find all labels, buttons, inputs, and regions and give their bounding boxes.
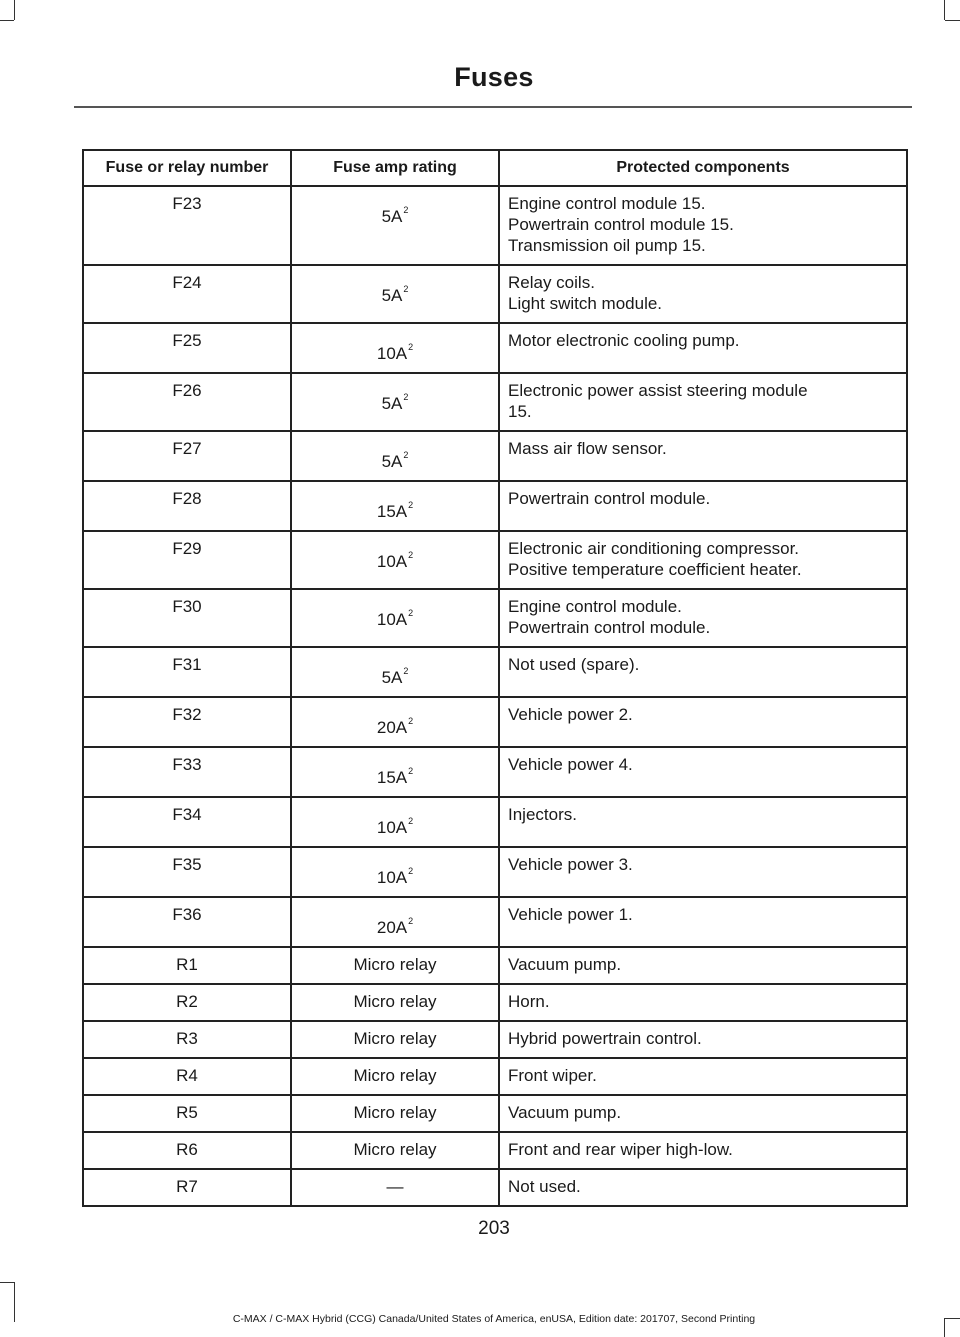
amp-rating-value: Micro relay: [353, 1066, 437, 1085]
protected-components-cell: [499, 265, 907, 323]
fuse-number-cell: R1: [83, 947, 291, 984]
component-line: Positive temperature coefficient heater.: [508, 560, 802, 579]
table-row: [83, 747, 907, 797]
protected-components-cell: [499, 1132, 907, 1169]
fuse-number-cell: F28: [83, 481, 291, 531]
protected-components-cell: [499, 1095, 907, 1132]
component-line: Vehicle power 1.: [508, 905, 633, 924]
component-line: Electronic power assist steering module: [508, 381, 808, 400]
component-line: Engine control module.: [508, 597, 682, 616]
table-row: [83, 1169, 907, 1206]
table-row: [83, 323, 907, 373]
amp-rating-value: 5A: [381, 452, 403, 471]
amp-rating-cell: [291, 186, 499, 265]
amp-rating-value: 20A: [376, 918, 408, 937]
table-row: [83, 1021, 907, 1058]
component-line: Front wiper.: [508, 1066, 597, 1085]
protected-components-cell: [499, 984, 907, 1021]
amp-rating-cell: [291, 589, 499, 647]
amp-rating-value: Micro relay: [353, 992, 437, 1011]
amp-rating-value: 10A: [376, 344, 408, 363]
fuse-number-cell: F23: [83, 186, 291, 265]
crop-mark-top-left-vertical: [14, 0, 15, 20]
amp-rating-value: —: [386, 1177, 404, 1196]
footnote-marker: 2: [403, 284, 409, 294]
component-line: Electronic air conditioning compressor.: [508, 539, 800, 558]
protected-components-cell: [499, 647, 907, 697]
page-number: 203: [478, 1218, 510, 1239]
amp-rating-cell: [291, 431, 499, 481]
table-row: [83, 1132, 907, 1169]
crop-mark-bottom-left-horizontal: [0, 1282, 14, 1283]
footnote-marker: 2: [408, 716, 414, 726]
component-line: Not used (spare).: [508, 655, 640, 674]
component-line: Transmission oil pump 15.: [508, 236, 706, 255]
fuse-number-cell: R2: [83, 984, 291, 1021]
amp-rating-value: 20A: [376, 718, 408, 737]
amp-rating-cell: [291, 797, 499, 847]
amp-rating-cell: [291, 984, 499, 1021]
table-row: [83, 481, 907, 531]
fuse-table: [82, 149, 908, 1207]
title-divider: [74, 106, 912, 108]
footnote-marker: 2: [408, 342, 414, 352]
amp-rating-cell: [291, 697, 499, 747]
amp-rating-value: 15A: [376, 502, 408, 521]
table-row: [83, 897, 907, 947]
fuse-number-cell: F26: [83, 373, 291, 431]
fuse-number-cell: R3: [83, 1021, 291, 1058]
amp-rating-cell: [291, 647, 499, 697]
table-row: [83, 647, 907, 697]
amp-rating-cell: [291, 265, 499, 323]
footnote-marker: 2: [403, 666, 409, 676]
table-row: [83, 589, 907, 647]
table-row: [83, 697, 907, 747]
component-line: Engine control module 15.: [508, 194, 706, 213]
amp-rating-cell: [291, 1095, 499, 1132]
table-row: [83, 1095, 907, 1132]
component-line: Vacuum pump.: [508, 1103, 622, 1122]
fuse-number-cell: R4: [83, 1058, 291, 1095]
table-row: [83, 797, 907, 847]
amp-rating-cell: [291, 847, 499, 897]
footnote-marker: 2: [408, 816, 414, 826]
protected-components-cell: [499, 1169, 907, 1206]
protected-components-cell: [499, 847, 907, 897]
amp-rating-cell: [291, 531, 499, 589]
table-row: [83, 373, 907, 431]
protected-components-cell: [499, 697, 907, 747]
fuse-number-cell: F34: [83, 797, 291, 847]
amp-rating-value: Micro relay: [353, 955, 437, 974]
component-line: Horn.: [508, 992, 550, 1011]
component-line: Hybrid powertrain control.: [508, 1029, 702, 1048]
amp-rating-value: 10A: [376, 552, 408, 571]
fuse-number-cell: R5: [83, 1095, 291, 1132]
amp-rating-value: Micro relay: [353, 1140, 437, 1159]
amp-rating-cell: [291, 1169, 499, 1206]
amp-rating-cell: [291, 897, 499, 947]
protected-components-cell: [499, 797, 907, 847]
table-row: [83, 531, 907, 589]
table-row: [83, 186, 907, 265]
fuse-number-cell: F35: [83, 847, 291, 897]
protected-components-cell: [499, 431, 907, 481]
fuse-number-cell: F25: [83, 323, 291, 373]
footnote-marker: 2: [403, 392, 409, 402]
protected-components-cell: [499, 373, 907, 431]
protected-components-cell: [499, 897, 907, 947]
footer-text: C-MAX / C-MAX Hybrid (CCG) Canada/United States of America, enUSA, Edition date: 201707, Second Printing: [232, 1313, 756, 1325]
amp-rating-value: 5A: [381, 668, 403, 687]
component-line: Mass air flow sensor.: [508, 439, 667, 458]
table-body: [83, 186, 907, 1206]
protected-components-cell: [499, 1021, 907, 1058]
component-line: Light switch module.: [508, 294, 663, 313]
component-line: Not used.: [508, 1177, 581, 1196]
fuse-number-cell: F32: [83, 697, 291, 747]
footnote-marker: 2: [408, 866, 414, 876]
component-line: Vehicle power 4.: [508, 755, 633, 774]
component-line: Motor electronic cooling pump.: [508, 331, 740, 350]
component-line: 15.: [508, 402, 532, 421]
component-line: Vehicle power 3.: [508, 855, 633, 874]
table-row: [83, 947, 907, 984]
table-row: [83, 847, 907, 897]
amp-rating-value: 15A: [376, 768, 408, 787]
protected-components-cell: [499, 481, 907, 531]
amp-rating-value: 10A: [376, 818, 408, 837]
component-line: Powertrain control module.: [508, 618, 711, 637]
table-row: [83, 984, 907, 1021]
fuse-number-cell: F30: [83, 589, 291, 647]
protected-components-cell: [499, 1058, 907, 1095]
component-line: Front and rear wiper high-low.: [508, 1140, 733, 1159]
component-line: Vehicle power 2.: [508, 705, 633, 724]
amp-rating-value: Micro relay: [353, 1029, 437, 1048]
protected-components-cell: [499, 589, 907, 647]
amp-rating-value: Micro relay: [353, 1103, 437, 1122]
header-fuse-number: Fuse or relay number: [83, 150, 291, 186]
header-amp-rating: Fuse amp rating: [291, 150, 499, 186]
amp-rating-cell: [291, 1132, 499, 1169]
component-line: Powertrain control module 15.: [508, 215, 734, 234]
header-protected-components: Protected components: [499, 150, 907, 186]
amp-rating-value: 5A: [381, 394, 403, 413]
amp-rating-cell: [291, 747, 499, 797]
fuse-number-cell: F27: [83, 431, 291, 481]
component-line: Vacuum pump.: [508, 955, 622, 974]
amp-rating-value: 5A: [381, 207, 403, 226]
component-line: Injectors.: [508, 805, 577, 824]
crop-mark-top-left-horizontal: [0, 20, 14, 21]
protected-components-cell: [499, 323, 907, 373]
fuse-number-cell: F31: [83, 647, 291, 697]
fuse-number-cell: R7: [83, 1169, 291, 1206]
amp-rating-value: 10A: [376, 610, 408, 629]
component-line: Relay coils.: [508, 273, 595, 292]
amp-rating-cell: [291, 323, 499, 373]
table-row: [83, 265, 907, 323]
fuse-number-cell: F29: [83, 531, 291, 589]
page-title: Fuses: [454, 62, 534, 92]
crop-mark-top-right-horizontal: [945, 20, 960, 21]
amp-rating-cell: [291, 481, 499, 531]
footnote-marker: 2: [403, 450, 409, 460]
protected-components-cell: [499, 186, 907, 265]
footnote-marker: 2: [408, 766, 414, 776]
fuse-number-cell: R6: [83, 1132, 291, 1169]
protected-components-cell: [499, 531, 907, 589]
fuse-number-cell: F33: [83, 747, 291, 797]
protected-components-cell: [499, 947, 907, 984]
footnote-marker: 2: [408, 550, 414, 560]
amp-rating-cell: [291, 1058, 499, 1095]
protected-components-cell: [499, 747, 907, 797]
footnote-marker: 2: [408, 500, 414, 510]
footnote-marker: 2: [408, 916, 414, 926]
table-header-row: [83, 150, 907, 186]
table-row: [83, 1058, 907, 1095]
table-row: [83, 431, 907, 481]
footnote-marker: 2: [403, 205, 409, 215]
amp-rating-cell: [291, 1021, 499, 1058]
amp-rating-value: 5A: [381, 286, 403, 305]
crop-mark-top-right-vertical: [944, 0, 945, 20]
fuse-number-cell: F24: [83, 265, 291, 323]
footnote-marker: 2: [408, 608, 414, 618]
amp-rating-cell: [291, 947, 499, 984]
amp-rating-value: 10A: [376, 868, 408, 887]
component-line: Powertrain control module.: [508, 489, 711, 508]
fuse-number-cell: F36: [83, 897, 291, 947]
amp-rating-cell: [291, 373, 499, 431]
